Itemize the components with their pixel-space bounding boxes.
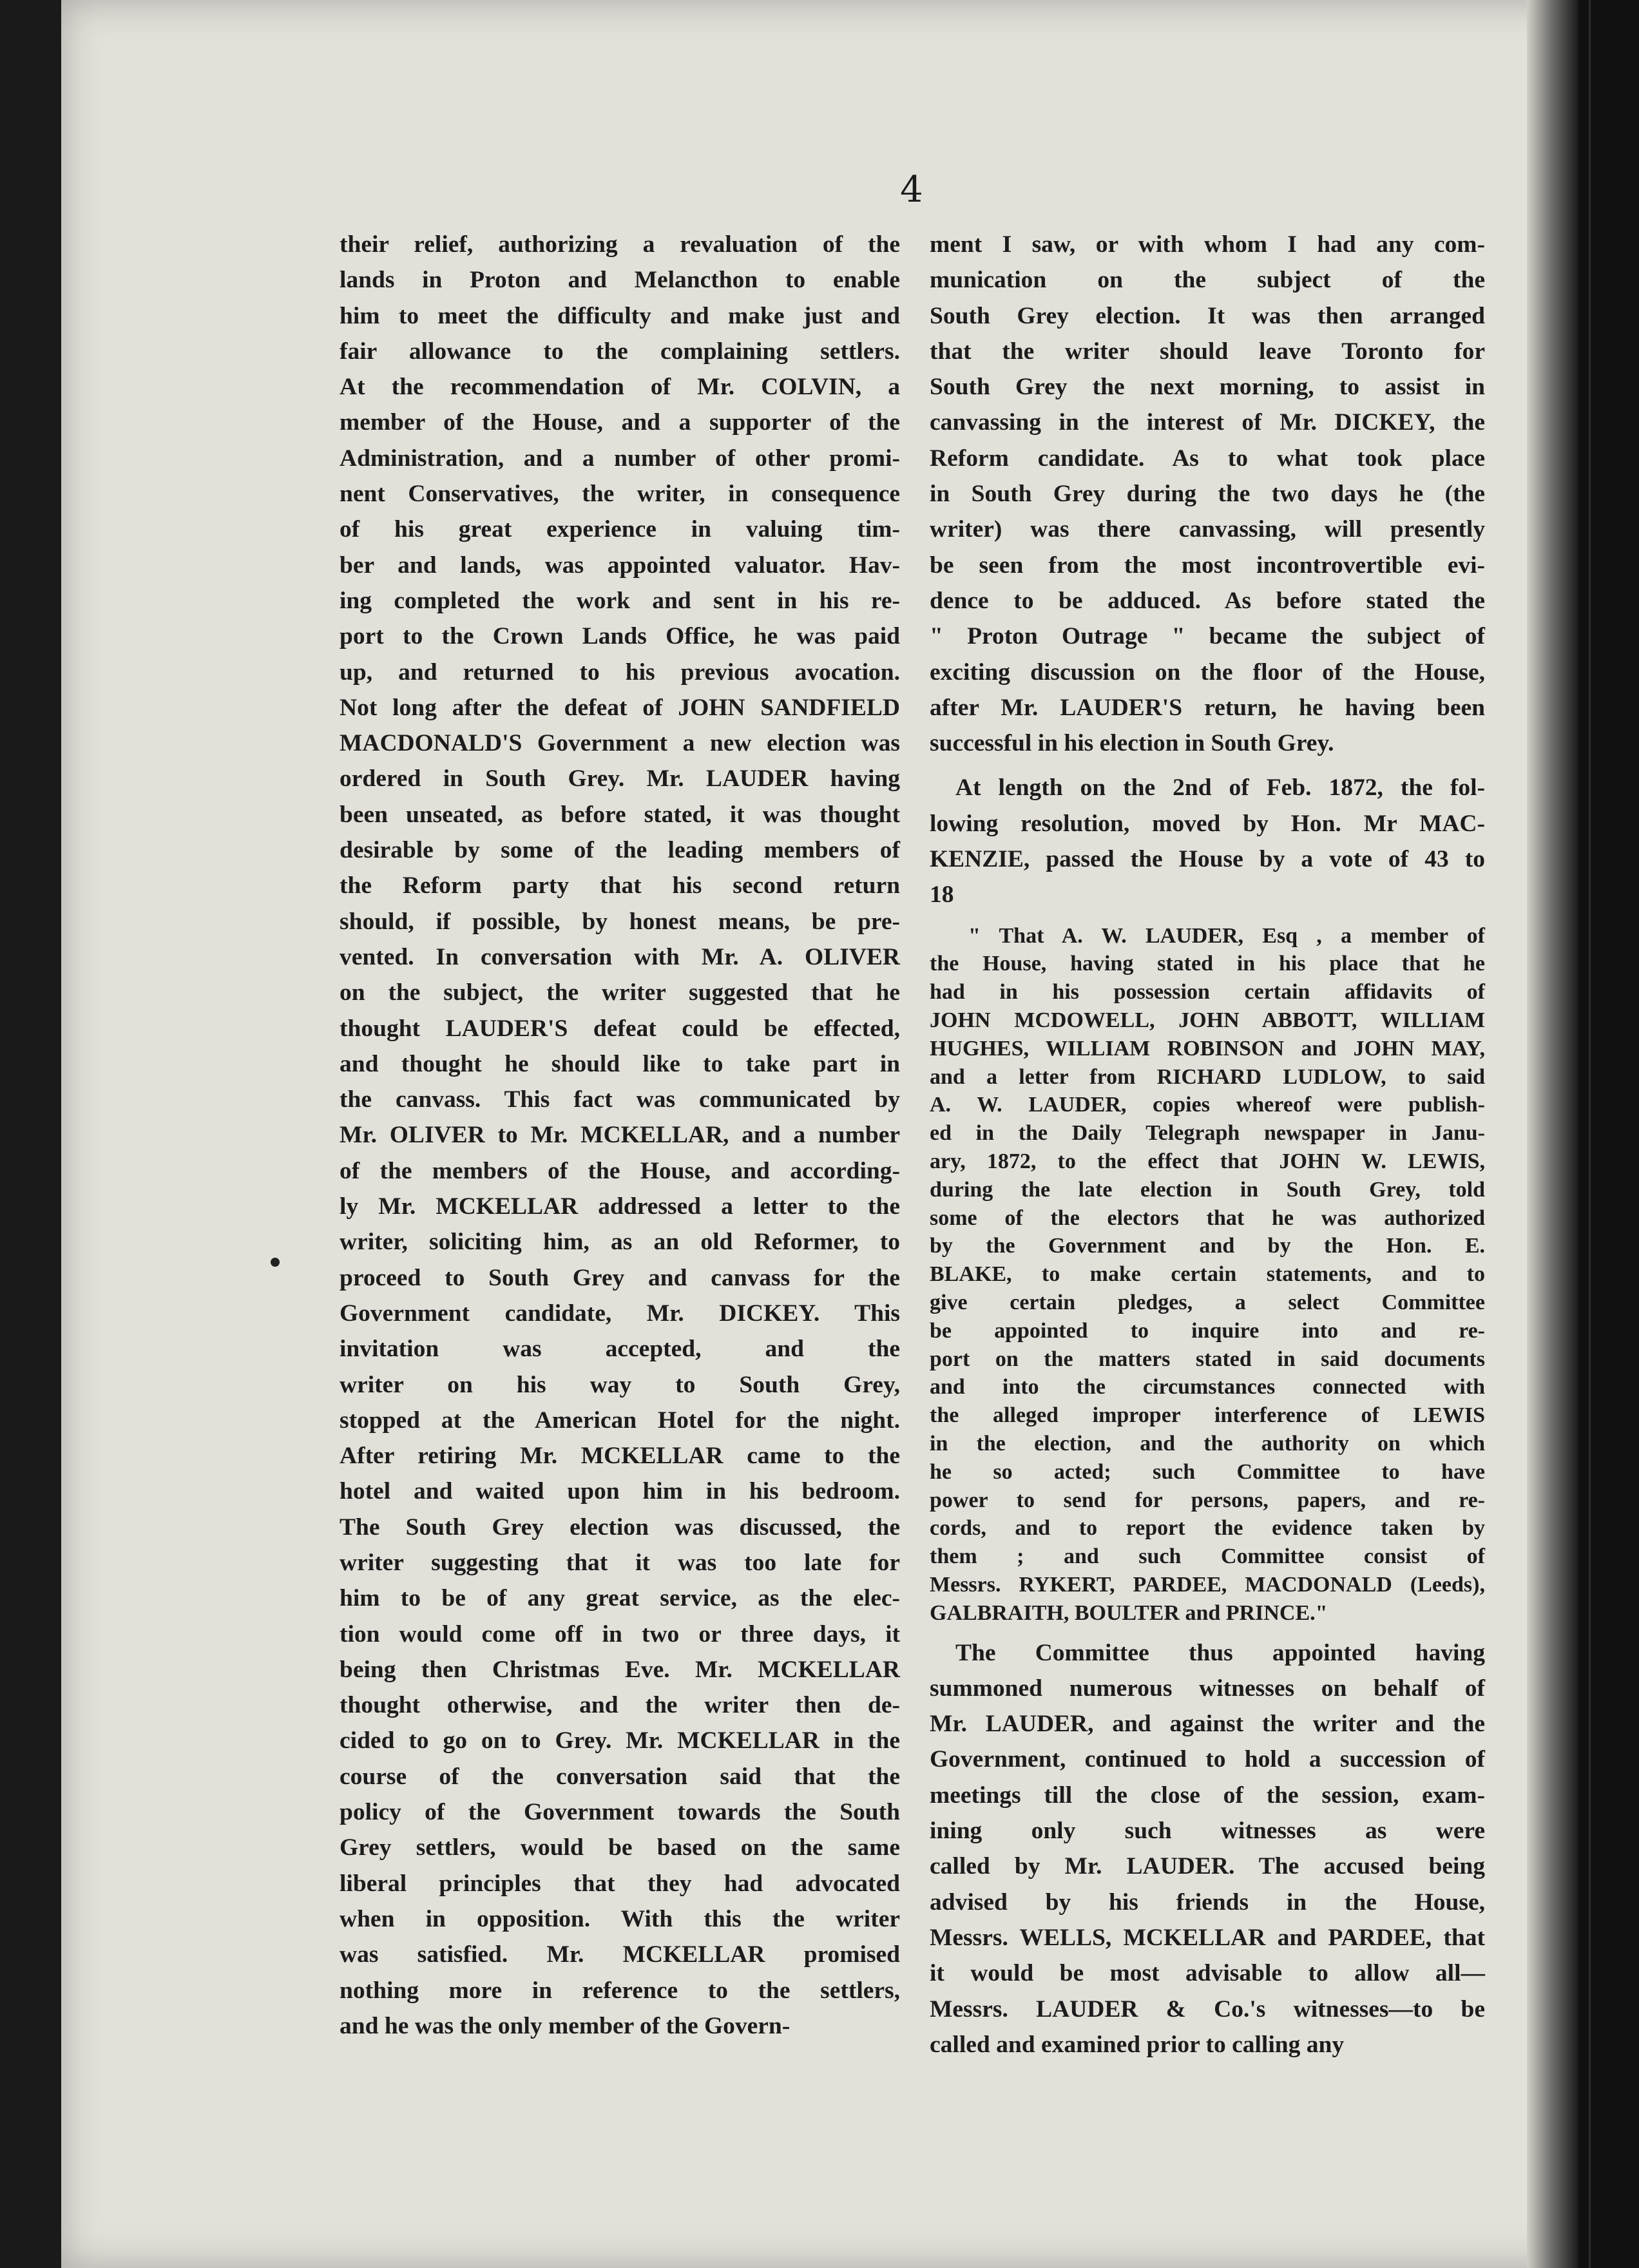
- ink-speck: [271, 1258, 280, 1267]
- text-line: At the recommendation of Mr. COLVIN, a: [340, 374, 900, 401]
- page-edge-shadow: [1527, 0, 1578, 2268]
- text-line: Mr. OLIVER to Mr. MCKELLAR, and a number: [340, 1122, 900, 1149]
- text-line: proceed to South Grey and canvass for the: [340, 1264, 900, 1291]
- text-line: At length on the 2nd of Feb. 1872, the fol-: [955, 774, 1485, 802]
- text-line: and thought he should like to take part in: [340, 1050, 900, 1077]
- text-line: and he was the only member of the Govern-: [340, 2012, 791, 2039]
- text-line: it would be most advisable to allow all—: [930, 1960, 1485, 1987]
- text-line: in South Grey during the two days he (the: [930, 481, 1485, 508]
- quote-line: BLAKE, to make certain statements, and to: [930, 1262, 1485, 1287]
- text-line: of the members of the House, and according-: [340, 1157, 900, 1184]
- text-line: writer) was there canvassing, will presently: [930, 516, 1485, 543]
- paragraph-gap: [930, 761, 1485, 770]
- text-line: that the writer should leave Toronto for: [930, 338, 1485, 365]
- quote-line: HUGHES, WILLIAM ROBINSON and JOHN MAY,: [930, 1036, 1485, 1061]
- quote-line: them ; and such Committee consist of: [930, 1544, 1485, 1569]
- text-line: the Reform party that his second return: [340, 872, 900, 899]
- text-line: ing completed the work and sent in his re-: [340, 587, 900, 614]
- right-paragraph-1: [930, 227, 1485, 761]
- text-line: South Grey election. It was then arranged: [930, 302, 1485, 329]
- quote-line: the alleged improper interference of LEWIS: [930, 1403, 1485, 1428]
- text-line: be seen from the most incontrovertible evi-: [930, 552, 1485, 579]
- quote-line: had in his possession certain affidavits of: [930, 980, 1485, 1004]
- text-line: member of the House, and a supporter of the: [340, 409, 900, 436]
- text-line: meetings till the close of the session, exam-: [930, 1782, 1485, 1809]
- text-line: thought otherwise, and the writer then de-: [340, 1692, 900, 1719]
- left-column: [340, 227, 900, 2044]
- text-line: up, and returned to his previous avocation.: [340, 658, 900, 686]
- text-line: liberal principles that they had advocated: [340, 1870, 900, 1897]
- text-line: dence to be adduced. As before stated the: [930, 587, 1485, 614]
- text-line: ment I saw, or with whom I had any com-: [930, 231, 1485, 258]
- text-line: After retiring Mr. MCKELLAR came to the: [340, 1443, 900, 1470]
- text-line: writer on his way to South Grey,: [340, 1371, 900, 1398]
- text-line: Government, continued to hold a succession of: [930, 1746, 1485, 1773]
- text-line: munication on the subject of the: [930, 267, 1485, 294]
- text-line: port to the Crown Lands Office, he was paid: [340, 623, 900, 650]
- right-paragraph-2: [930, 770, 1485, 912]
- text-line: lands in Proton and Melancthon to enable: [340, 267, 900, 294]
- quote-line: in the election, and the authority on which: [930, 1431, 1485, 1456]
- text-line: vented. In conversation with Mr. A. OLIVER: [340, 943, 900, 970]
- scan-border-line: [1589, 0, 1591, 2268]
- text-line: writer suggesting that it was too late for: [340, 1549, 900, 1576]
- text-line: Messrs. WELLS, MCKELLAR and PARDEE, that: [930, 1924, 1485, 1951]
- text-line: Administration, and a number of other promi-: [340, 445, 900, 472]
- text-line: South Grey the next morning, to assist in: [930, 374, 1485, 401]
- text-line: him to meet the difficulty and make just and: [340, 302, 900, 329]
- text-line: ining only such witnesses as were: [930, 1818, 1485, 1845]
- text-line: " Proton Outrage " became the subject of: [930, 623, 1485, 650]
- text-line: Government candidate, Mr. DICKEY. This: [340, 1300, 900, 1327]
- resolution-quote: [930, 922, 1485, 1628]
- quote-line: the House, having stated in his place that he: [930, 952, 1485, 976]
- text-line: the canvass. This fact was communicated by: [340, 1086, 900, 1113]
- text-line: of his great experience in valuing tim-: [340, 516, 900, 543]
- quote-line: " That A. W. LAUDER, Esq , a member of: [968, 923, 1485, 948]
- text-line: stopped at the American Hotel for the night.: [340, 1407, 900, 1434]
- text-line: Mr. LAUDER, and against the writer and the: [930, 1711, 1485, 1738]
- text-line: KENZIE, passed the House by a vote of 43 to: [930, 846, 1485, 873]
- text-line: MACDONALD'S Government a new election was: [340, 730, 900, 757]
- text-line: been unseated, as before stated, it was thought: [340, 801, 900, 828]
- text-line: on the subject, the writer suggested that he: [340, 979, 900, 1006]
- text-line: canvassing in the interest of Mr. DICKEY, the: [930, 409, 1485, 436]
- text-line: exciting discussion on the floor of the House,: [930, 658, 1485, 686]
- scan-border-right: [1578, 0, 1639, 2268]
- text-line: cided to go on to Grey. Mr. MCKELLAR in the: [340, 1727, 900, 1754]
- text-line: ber and lands, was appointed valuator. Hav-: [340, 552, 900, 579]
- text-line: was satisfied. Mr. MCKELLAR promised: [340, 1941, 900, 1968]
- text-line: tion would come off in two or three days, it: [340, 1620, 900, 1648]
- text-line: invitation was accepted, and the: [340, 1336, 900, 1363]
- right-paragraph-3: [930, 1635, 1485, 2063]
- text-line: Messrs. LAUDER & Co.'s witnesses—to be: [930, 1995, 1485, 2023]
- quote-line: port on the matters stated in said documents: [930, 1347, 1485, 1371]
- text-line: hotel and waited upon him in his bedroom.: [340, 1478, 900, 1505]
- quote-line: cords, and to report the evidence taken by: [930, 1516, 1485, 1541]
- text-line: The South Grey election was discussed, the: [340, 1514, 900, 1541]
- text-line: course of the conversation said that the: [340, 1763, 900, 1790]
- quote-line: power to send for persons, papers, and re-: [930, 1488, 1485, 1512]
- text-line: summoned numerous witnesses on behalf of: [930, 1675, 1485, 1702]
- quote-line: by the Government and by the Hon. E.: [930, 1234, 1485, 1258]
- text-line: lowing resolution, moved by Hon. Mr MAC-: [930, 810, 1485, 837]
- quote-line: be appointed to inquire into and re-: [930, 1318, 1485, 1343]
- text-line: 18: [930, 881, 954, 908]
- text-line: The Committee thus appointed having: [955, 1639, 1485, 1666]
- text-line: nent Conservatives, the writer, in consequence: [340, 481, 900, 508]
- text-line: Grey settlers, would be based on the same: [340, 1834, 900, 1861]
- text-line: called and examined prior to calling any: [930, 2031, 1345, 2058]
- text-line: when in opposition. With this the writer: [340, 1905, 900, 1932]
- text-line: Reform candidate. As to what took place: [930, 445, 1485, 472]
- text-line: Not long after the defeat of JOHN SANDFIELD: [340, 694, 900, 721]
- text-line: ordered in South Grey. Mr. LAUDER having: [340, 765, 900, 793]
- text-line: after Mr. LAUDER'S return, he having been: [930, 694, 1485, 721]
- text-line: successful in his election in South Grey.: [930, 730, 1334, 757]
- quote-line: A. W. LAUDER, copies whereof were publish-: [930, 1093, 1485, 1117]
- text-line: called by Mr. LAUDER. The accused being: [930, 1853, 1485, 1880]
- right-column: [930, 227, 1485, 2062]
- text-line: being then Christmas Eve. Mr. MCKELLAR: [340, 1656, 900, 1683]
- quote-line: Messrs. RYKERT, PARDEE, MACDONALD (Leeds),: [930, 1572, 1485, 1597]
- text-line: nothing more in reference to the settlers,: [340, 1977, 900, 2004]
- quote-line: JOHN MCDOWELL, JOHN ABBOTT, WILLIAM: [930, 1008, 1485, 1033]
- text-line: desirable by some of the leading members of: [340, 837, 900, 864]
- quote-line: during the late election in South Grey, told: [930, 1177, 1485, 1202]
- text-line: fair allowance to the complaining settlers.: [340, 338, 900, 365]
- text-line: ly Mr. MCKELLAR addressed a letter to the: [340, 1193, 900, 1220]
- text-line: policy of the Government towards the South: [340, 1799, 900, 1826]
- quote-line: ed in the Daily Telegraph newspaper in Janu-: [930, 1121, 1485, 1146]
- text-line: should, if possible, by honest means, be pre-: [340, 908, 900, 935]
- text-line: thought LAUDER'S defeat could be effected,: [340, 1015, 900, 1042]
- text-line: their relief, authorizing a revaluation of the: [340, 231, 900, 258]
- page-number: 4: [900, 169, 923, 211]
- quote-line: ary, 1872, to the effect that JOHN W. LEWIS,: [930, 1149, 1485, 1174]
- quote-line: some of the electors that he was authorized: [930, 1206, 1485, 1230]
- text-line: him to be of any great service, as the elec-: [340, 1585, 900, 1612]
- quote-line: and into the circumstances connected with: [930, 1375, 1485, 1399]
- text-line: advised by his friends in the House,: [930, 1888, 1485, 1916]
- quote-line: give certain pledges, a select Committee: [930, 1291, 1485, 1314]
- quote-line: and a letter from RICHARD LUDLOW, to said: [930, 1064, 1485, 1089]
- text-line: writer, soliciting him, as an old Reformer, to: [340, 1229, 900, 1256]
- quote-line: GALBRAITH, BOULTER and PRINCE.": [930, 1600, 1328, 1625]
- quote-line: he so acted; such Committee to have: [930, 1459, 1485, 1484]
